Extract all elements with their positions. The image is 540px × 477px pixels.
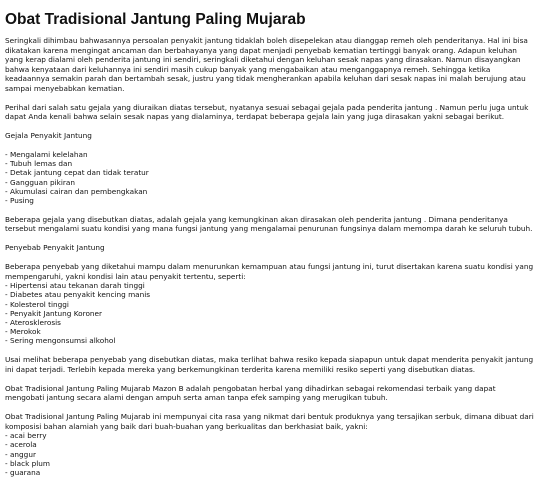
list-item: - acai berry xyxy=(5,431,535,440)
page-title: Obat Tradisional Jantung Paling Mujarab xyxy=(5,11,306,28)
list-item: - Aterosklerosis xyxy=(5,318,535,327)
list-item: - Gangguan pikiran xyxy=(5,178,535,187)
list-item: - Hipertensi atau tekanan darah tinggi xyxy=(5,281,535,290)
list-item: - anggur xyxy=(5,450,535,459)
paragraph-intro: Seringkali dihimbau bahwasannya persoalan penyakit jantung tidaklah boleh disepelekan atau dianggap remeh oleh penderitanya. Hal ini bisa dikatakan karena mengingat ancaman dan berbahayanya yang dapat menjadi penyebab kematian tertinggi banyak orang. Adapun keluhan yang kerap dialami oleh penderita jantung ini sendiri, seringkali diketahui dengan keluhan sesak napas yang dirasakan. Namun disayangkan bahwa kenyataan dari keluhannya ini sendiri masih cukup banyak yang mengabaikan atau menganggapnya remeh. Sehingga ketika keadaannya semakin parah dan bertambah sesak, justru yang tidak mengherankan apabila keluhan dari sesak napas ini malah berujung atau sampai menyebabkan kematian. xyxy=(5,36,528,93)
causes-intro: Beberapa penyebab yang diketahui mampu dalam menurunkan kemampuan atau fungsi jantung ini, turut disertakan karena suatu kondisi yang mempengaruhi, yakni kondisi lain atau penyakit tertentu, seperti: xyxy=(5,262,534,281)
list-item: - Tubuh lemas dan xyxy=(5,159,535,168)
paragraph-symptoms-summary: Beberapa gejala yang disebutkan diatas, adalah gejala yang kemungkinan akan dirasakan oleh penderita jantung . Dimana penderitanya tersebut mengalami suatu kondisi yang mana fungsi jantung yang mengalamai penurunan fungsinya dalam memompa darah ke seluruh tubuh. xyxy=(5,214,533,234)
list-item: - Merokok xyxy=(5,327,535,336)
list-item: - Pusing xyxy=(5,196,535,205)
list-item: - Detak jantung cepat dan tidak teratur xyxy=(5,168,535,177)
causes-list xyxy=(5,281,535,345)
list-item: - Sering mengonsumsi alkohol xyxy=(5,336,535,345)
paragraph-product: Obat Tradisional Jantung Paling Mujarab Mazon B adalah pengobatan herbal yang dihadirkan sebagai rekomendasi terbaik yang dapat mengobati jantung secara alami dengan ampuh serta aman tanpa efek samping yang merugikan tubuh. xyxy=(5,383,496,403)
list-item: - Kolesterol tinggi xyxy=(5,300,535,309)
list-item: - acerola xyxy=(5,440,535,449)
paragraph-symptoms-intro: Perihal dari salah satu gejala yang diuraikan diatas tersebut, nyatanya sesuai sebagai gejala pada penderita jantung . Namun perlu juga untuk dapat Anda kenali bahwa selain sesak napas yang dialaminya, terdapat beberapa gejala lain yang juga dirasakan yakni sebagai berikut. xyxy=(5,102,529,121)
list-item: - black plum xyxy=(5,459,535,468)
paragraph-risk: Usai melihat beberapa penyebab yang disebutkan diatas, maka terlihat bahwa resiko kepada siapapun untuk dapat menderita penyakit jantung ini dapat terjadi. Terlebih kepada mereka yang berkemungkinan terderita karena memiliki resiko seperti yang disebutkan diatas. xyxy=(5,355,534,374)
list-item: - Diabetes atau penyakit kencing manis xyxy=(5,290,535,299)
causes-heading: Penyebab Penyakit Jantung xyxy=(5,243,105,253)
list-item: - guarana xyxy=(5,468,535,477)
list-item: - Akumulasi cairan dan pembengkakan xyxy=(5,187,535,196)
ingredients-list xyxy=(5,431,535,477)
symptoms-list xyxy=(5,150,535,205)
paragraph-ingredients-intro: Obat Tradisional Jantung Paling Mujarab ini mempunyai cita rasa yang nikmat dari bentuk produknya yang tersajikan serbuk, dimana dibuat dari komposisi bahan alamiah yang baik dari buah-buahan yang berkualitas dan berkhasiat baik, yakni: xyxy=(5,412,534,431)
symptoms-heading: Gejala Penyakit Jantung xyxy=(5,131,92,140)
list-item: - Penyakit Jantung Koroner xyxy=(5,309,535,318)
list-item: - Mengalami kelelahan xyxy=(5,150,535,159)
